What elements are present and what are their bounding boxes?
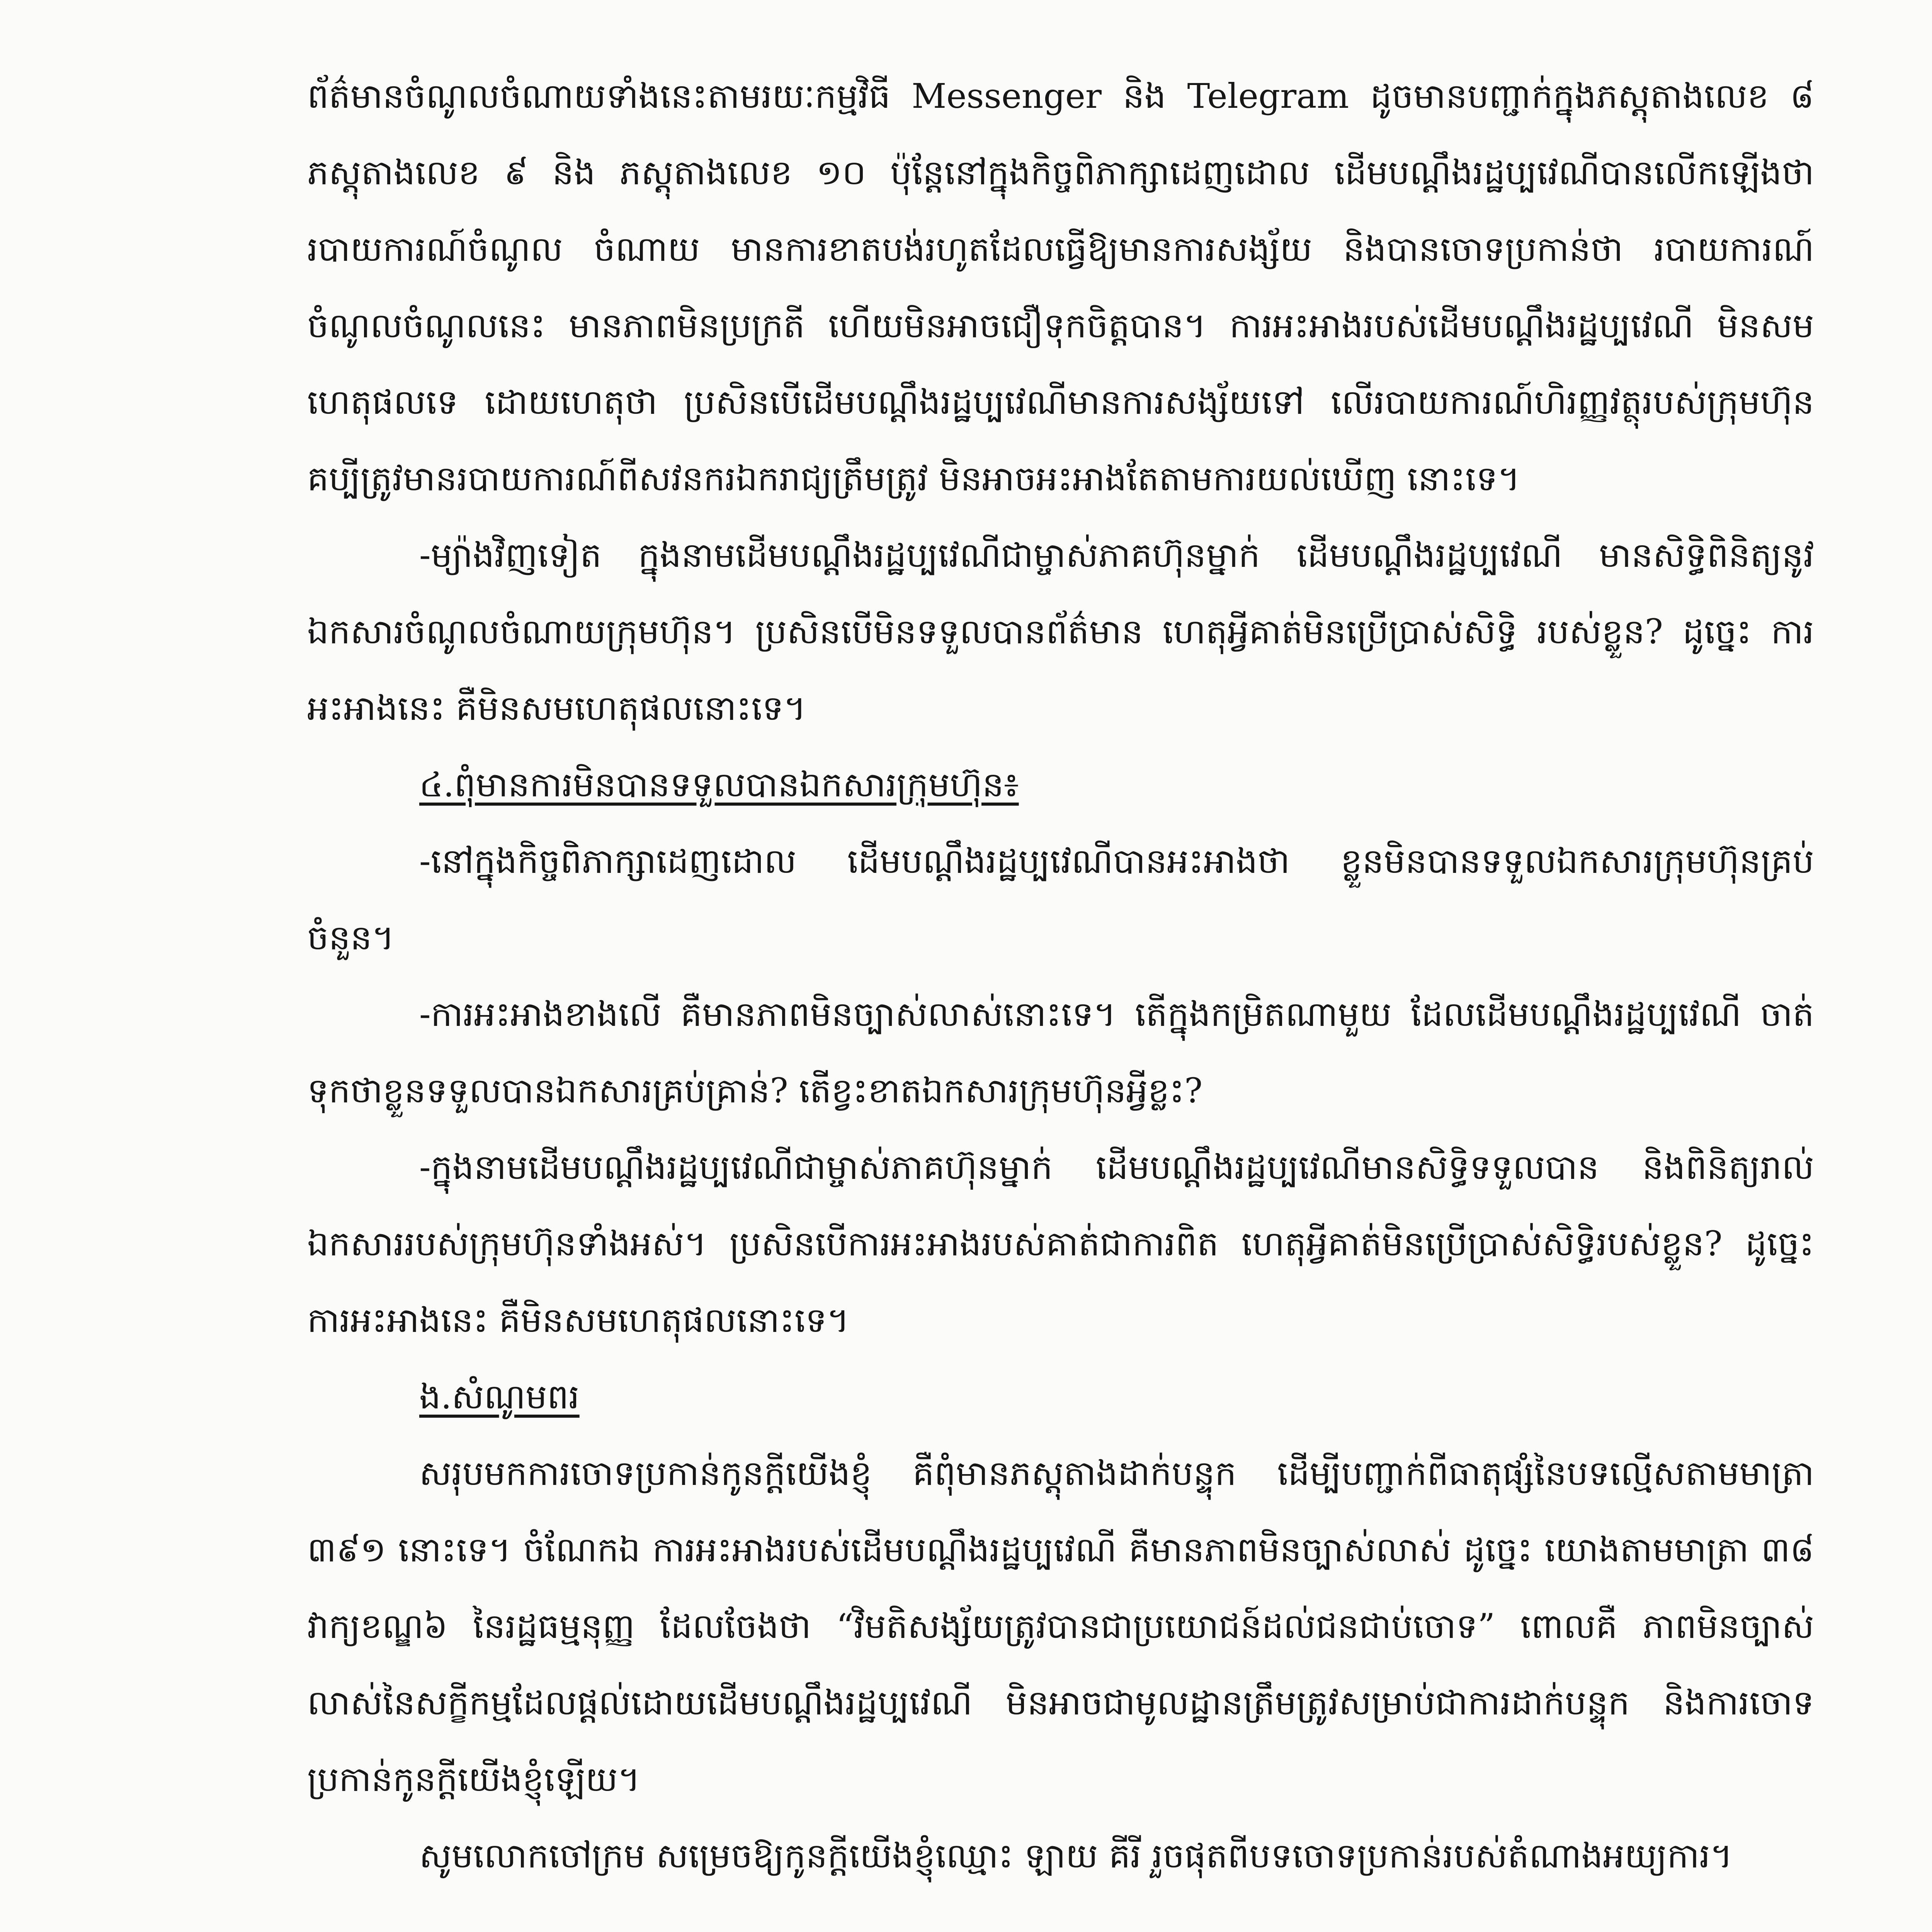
section-heading-4: ៤.ពុំមានការមិនបានទទួលបានឯកសារក្រុមហ៊ុន៖: [419, 765, 1019, 804]
paragraph-2: -ម្យ៉ាងវិញទៀត ក្នុងនាមដើមបណ្ដឹងរដ្ឋប្បវេណីជាម្ចាស់ភាគហ៊ុនម្នាក់ ដើមបណ្ដឹងរដ្ឋប្បវេណី មានសិទ្ធិពិនិត្យនូវឯកសារចំណូលចំណាយក្រុមហ៊ុន។ ប្រសិនបើមិនទទួលបានព័ត៌មាន ហេតុអ្វីគាត់មិនប្រើប្រាស់សិទ្ធិ របស់ខ្លួន? ដូច្នេះ ការអះអាងនេះ គឺមិនសមហេតុផលនោះទេ។: [307, 535, 1814, 728]
paragraph-4: -ការអះអាងខាងលើ គឺមានភាពមិនច្បាស់លាស់នោះទេ។ តើក្នុងកម្រិតណាមួយ ដែលដើមបណ្ដឹងរដ្ឋប្បវេណី ចាត់ទុកថាខ្លួនទទួលបានឯកសារគ្រប់គ្រាន់? តើខ្វះខាតឯកសារក្រុមហ៊ុនអ្វីខ្លះ?: [307, 994, 1814, 1111]
body-text: [307, 58, 1814, 1894]
paragraph-6: សរុបមកការចោទប្រកាន់កូនក្ដីយើងខ្ញុំ គឺពុំមានភស្តុតាងដាក់បន្ទុក ដើម្បីបញ្ជាក់ពីធាតុផ្សំនៃបទល្មើសតាមមាត្រា ៣៩១ នោះទេ។ ចំណែកឯ ការអះអាងរបស់ដើមបណ្ដឹងរដ្ឋប្បវេណី គឺមានភាពមិនច្បាស់លាស់ ដូច្នេះ យោងតាមមាត្រា ៣៨ វាក្យខណ្ឌ៦ នៃរដ្ឋធម្មនុញ្ញ ដែលចែងថា “វិមតិសង្ស័យត្រូវបានជាប្រយោជន៍ដល់ជនជាប់ចោទ” ពោលគឺ ភាពមិនច្បាស់លាស់នៃសក្ខីកម្មដែលផ្ដល់ដោយដើមបណ្ដឹងរដ្ឋប្បវេណី មិនអាចជាមូលដ្ឋានត្រឹមត្រូវសម្រាប់ជាការដាក់បន្ទុក និងការចោទប្រកាន់កូនក្ដីយើងខ្ញុំឡើយ។: [307, 1453, 1814, 1799]
paragraph-3: -នៅក្នុងកិច្ចពិភាក្សាដេញដោល ដើមបណ្ដឹងរដ្ឋប្បវេណីបានអះអាងថា ខ្លួនមិនបានទទួលឯកសារក្រុមហ៊ុនគ្រប់ចំនួន។: [307, 841, 1814, 957]
paragraph-1: ព័ត៌មានចំណូលចំណាយទាំងនេះតាមរយៈកម្មវិធី Messenger និង Telegram ដូចមានបញ្ជាក់ក្នុងភស្តុតាងលេខ ៨ ភស្តុតាងលេខ ៩ និង ភស្តុតាងលេខ ១០ ប៉ុន្តែនៅក្នុងកិច្ចពិភាក្សាដេញដោល ដើមបណ្ដឹងរដ្ឋប្បវេណីបានលើកឡើងថា របាយការណ៍ចំណូល ចំណាយ មានការខាតបង់រហូតដែលធ្វើឱ្យមានការសង្ស័យ និងបានចោទប្រកាន់ថា របាយការណ៍ ចំណូលចំណូលនេះ មានភាពមិនប្រក្រតី ហើយមិនអាចជឿទុកចិត្តបាន។ ការអះអាងរបស់ដើមបណ្ដឹងរដ្ឋប្បវេណី មិនសមហេតុផលទេ ដោយហេតុថា ប្រសិនបើដើមបណ្ដឹងរដ្ឋប្បវេណីមានការសង្ស័យទៅ លើរបាយការណ៍ហិរញ្ញវត្ថុរបស់ក្រុមហ៊ុន គប្បីត្រូវមានរបាយការណ៍ពីសវនករឯករាជ្យត្រឹមត្រូវ មិនអាចអះអាងតែតាមការយល់ឃើញ នោះទេ។: [307, 76, 1814, 498]
section-heading-requests: ង.សំណូមពរ: [419, 1377, 580, 1417]
paragraph-5: -ក្នុងនាមដើមបណ្ដឹងរដ្ឋប្បវេណីជាម្ចាស់ភាគហ៊ុនម្នាក់ ដើមបណ្ដឹងរដ្ឋប្បវេណីមានសិទ្ធិទទួលបាន និងពិនិត្យរាល់ឯកសាររបស់ក្រុមហ៊ុនទាំងអស់។ ប្រសិនបើការអះអាងរបស់គាត់ជាការពិត ហេតុអ្វីគាត់មិនប្រើប្រាស់សិទ្ធិរបស់ខ្លួន? ដូច្នេះ ការអះអាងនេះ គឺមិនសមហេតុផលនោះទេ។: [307, 1147, 1814, 1340]
paragraph-7: សូមលោកចៅក្រម សម្រេចឱ្យកូនក្ដីយើងខ្ញុំឈ្មោះ ឡាយ គីរី រួចផុតពីបទចោទប្រកាន់របស់តំណាងអយ្យការ។: [419, 1836, 1733, 1876]
